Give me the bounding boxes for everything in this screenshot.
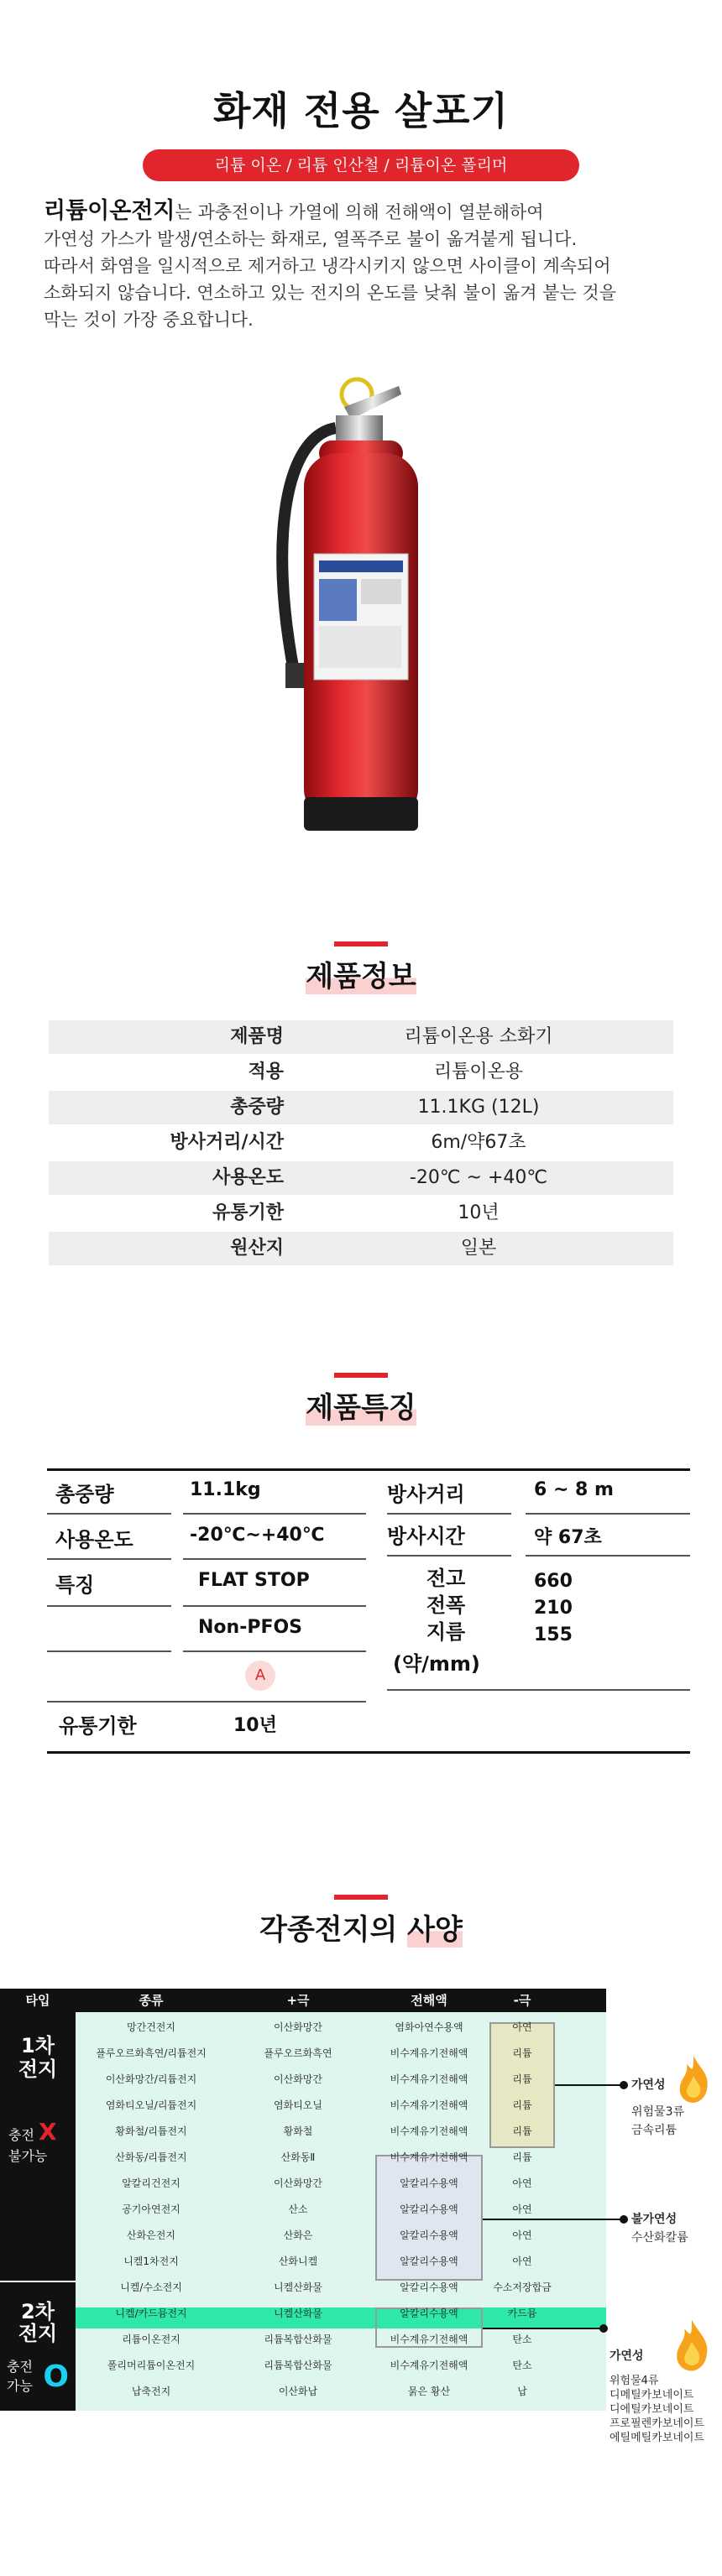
intro-text: [44, 198, 690, 333]
divider: [183, 1513, 366, 1515]
info-key: 원산지: [230, 1238, 284, 1259]
fire-icon: [675, 2054, 712, 2104]
battery-cell: 묽은 황산: [407, 2386, 451, 2397]
range-value: 6 ~ 8 m: [534, 1479, 614, 1500]
divider: [387, 1555, 511, 1557]
battery-cell: 납축전지: [131, 2386, 171, 2397]
info-value: 일본: [460, 1238, 497, 1259]
battery-cell: 황화철: [283, 2125, 313, 2137]
battery-cell: 니켈산화물: [274, 2307, 322, 2319]
time-label: 방사시간: [387, 1525, 465, 1548]
battery-cell: 알칼리수용액: [400, 2177, 458, 2189]
battery-cell: 비수계유기전해액: [390, 2099, 468, 2111]
secondary-charge-status: 가능: [7, 2378, 33, 2394]
battery-cell: 아연: [512, 2021, 532, 2033]
note2-a: 수산화칼륨: [631, 2231, 688, 2245]
page-title: 화재 전용 살포기: [212, 88, 510, 133]
intro-line-3: 따라서 화염을 일시적으로 제거하고 냉각시키지 않으면 사이클이 계속되어: [44, 256, 611, 276]
section-accent-bar: [334, 1373, 388, 1378]
dim-diameter-label: 지름: [426, 1620, 466, 1644]
battery-cell: 이산화망간: [274, 2073, 322, 2085]
secondary-battery-cell: [0, 2282, 76, 2411]
divider: [526, 1555, 690, 1557]
features-table: [47, 1468, 690, 1754]
battery-cell: 산화은전지: [127, 2229, 175, 2241]
info-value: 11.1KG (12L): [417, 1097, 540, 1118]
temp-label: 사용온도: [55, 1528, 133, 1551]
battery-cell: 알칼리수용액: [400, 2229, 458, 2241]
battery-cell: 알칼리수용액: [400, 2255, 458, 2267]
dimension-values: [534, 1568, 573, 1649]
battery-cell: 리튬: [512, 2151, 532, 2163]
note3-b: 디메틸카보네이트: [610, 2389, 694, 2401]
weight-value: 11.1kg: [190, 1479, 261, 1500]
note3-d: 프로필렌카보네이트: [610, 2417, 705, 2430]
info-row: [49, 1126, 673, 1160]
battery-cell: 카드뮴: [507, 2307, 537, 2319]
expiry-label: 유통기한: [59, 1714, 137, 1738]
battery-cell: 비수계유기전해액: [390, 2151, 468, 2163]
secondary-label-1: 2차: [21, 2300, 55, 2323]
battery-cell: 니켈1차전지: [123, 2255, 179, 2267]
dim-width-label: 전폭: [426, 1593, 466, 1617]
intro-line-4: 소화되지 않습니다. 연소하고 있는 전지의 온도를 낮춰 불이 옮겨 붙는 것을: [44, 283, 617, 303]
info-value: 6m/약67초: [431, 1132, 526, 1153]
note3-title: 가연성: [610, 2349, 644, 2363]
divider: [387, 1513, 511, 1515]
divider: [183, 1558, 366, 1560]
battery-cell: 리튬복합산화물: [264, 2360, 332, 2371]
divider: [183, 1650, 366, 1652]
primary-charge-status: 불가능: [8, 2148, 48, 2164]
section-accent-bar: [334, 1895, 388, 1900]
info-key: 방사거리/시간: [170, 1132, 284, 1153]
battery-cell: 아연: [512, 2255, 532, 2267]
divider: [47, 1650, 171, 1652]
charge-not-allowed-icon: X: [39, 2118, 57, 2146]
battery-cell: 염화티오닐: [274, 2099, 322, 2111]
battery-cell: 이산화망간: [274, 2021, 322, 2033]
battery-cell: 리튬: [512, 2047, 532, 2059]
info-row: [49, 1020, 673, 1054]
battery-table-header: [0, 1989, 606, 2012]
charge-allowed-icon: O: [43, 2360, 69, 2394]
divider: [47, 1701, 366, 1703]
note2-title: 불가연성: [631, 2213, 678, 2226]
primary-label-1: 1차: [21, 2034, 55, 2057]
battery-cell: 망간건전지: [127, 2021, 175, 2033]
battery-cell: 알칼리건전지: [122, 2177, 180, 2189]
battery-cell: 리튬복합산화물: [264, 2334, 332, 2345]
dim-height-label: 전고: [426, 1567, 466, 1590]
divider: [387, 1689, 690, 1691]
info-key: 총중량: [230, 1097, 284, 1118]
dim-width-value: 210: [534, 1598, 573, 1619]
info-row: [49, 1056, 673, 1089]
section-accent-bar: [334, 941, 388, 946]
battery-cell: 수소저장합금: [493, 2281, 552, 2293]
info-value: -20℃ ~ +40℃: [409, 1167, 548, 1188]
battery-cell: 폴리머리튬이온전지: [107, 2360, 196, 2371]
battery-cell: 비수계유기전해액: [390, 2334, 468, 2345]
info-row: [49, 1197, 673, 1230]
battery-cell: 이산화망간/리튬전지: [105, 2073, 197, 2085]
battery-cell: 리튬: [512, 2073, 532, 2085]
intro-lead: 리튬이온전지: [44, 198, 175, 224]
battery-cell: 공기아연전지: [122, 2203, 180, 2215]
info-key: 유통기한: [212, 1202, 284, 1223]
product-info-table: [49, 1020, 673, 1267]
battery-cell: 비수계유기전해액: [390, 2125, 468, 2137]
expiry-value: 10년: [233, 1715, 277, 1736]
note-connector: [483, 2219, 622, 2220]
divider: [47, 1558, 171, 1560]
feature-non-pfos: Non-PFOS: [198, 1617, 303, 1638]
info-value: 10년: [458, 1202, 500, 1223]
note-connector: [555, 2084, 622, 2086]
note1-b: 금속리튬: [631, 2124, 678, 2137]
info-value: 리튬이온용: [433, 1061, 524, 1082]
intro-line-5: 막는 것이 가장 중요합니다.: [44, 310, 254, 330]
features-title: 제품특징: [0, 1384, 722, 1426]
battery-spec-title: 각종전지의 사양: [0, 1906, 722, 1948]
battery-cell: 이산화납: [278, 2386, 318, 2397]
note3-e: 에틸메틸카보네이트: [610, 2432, 705, 2444]
weight-label: 총중량: [55, 1483, 114, 1506]
divider: [47, 1513, 171, 1515]
info-key: 사용온도: [212, 1167, 284, 1188]
info-key: 적용: [248, 1061, 284, 1082]
battery-header-cell: -극: [513, 1993, 531, 2008]
intro-line-1: 는 과충전이나 가열에 의해 전해액이 열분해하여: [175, 202, 544, 222]
battery-header-cell: +극: [286, 1993, 310, 2008]
battery-header-cell: 타입: [25, 1993, 50, 2008]
battery-cell: 산화니켈: [278, 2255, 318, 2267]
battery-cell: 니켈/카드뮴전지: [115, 2307, 187, 2319]
battery-cell: 아연: [512, 2229, 532, 2241]
intro-line-2: 가연성 가스가 발생/연소하는 화재로, 열폭주로 불이 옮겨붙게 됩니다.: [44, 229, 578, 249]
note-dot: [599, 2324, 608, 2333]
battery-cell: 산소: [288, 2203, 308, 2215]
fire-extinguisher-image: [252, 369, 470, 856]
battery-cell: 니켈산화물: [274, 2281, 322, 2293]
primary-battery-cell: [0, 2012, 76, 2281]
battery-header-cell: 종류: [139, 1993, 164, 2008]
battery-cell: 비수계유기전해액: [390, 2073, 468, 2085]
info-row: [49, 1232, 673, 1265]
secondary-charge-label: 충전: [7, 2359, 33, 2375]
divider: [183, 1605, 366, 1607]
info-row: [49, 1091, 673, 1124]
info-key: 제품명: [230, 1026, 284, 1047]
battery-cell: 이산화망간: [274, 2177, 322, 2189]
feature-flat-stop: FLAT STOP: [198, 1570, 310, 1591]
fire-icon: [672, 2316, 712, 2375]
info-value: 리튬이온용 소화기: [404, 1026, 553, 1047]
battery-cell: 납: [517, 2386, 527, 2397]
battery-cell: 황화철/리튬전지: [115, 2125, 187, 2137]
battery-cell: 알칼리수용액: [400, 2307, 458, 2319]
temp-value: -20℃~+40℃: [190, 1525, 325, 1546]
battery-cell: 산화동Ⅱ: [280, 2151, 316, 2163]
divider: [47, 1605, 171, 1607]
divider: [47, 1751, 690, 1754]
battery-cell: 알칼리수용액: [400, 2281, 458, 2293]
battery-header-cell: 전해액: [411, 1993, 447, 2008]
battery-cell: 플루오르화흑연/리튬전지: [96, 2047, 207, 2059]
feature-label: 특징: [55, 1573, 95, 1597]
note-dot: [620, 2081, 628, 2089]
nonflammable-note: [631, 2210, 688, 2247]
battery-cell: 리튬이온전지: [122, 2334, 180, 2345]
battery-type-pill: 리튬 이온 / 리튬 인산철 / 리튬이온 폴리머: [143, 149, 579, 181]
battery-cell: 알칼리수용액: [400, 2203, 458, 2215]
info-row: [49, 1161, 673, 1195]
battery-cell: 리튬: [512, 2099, 532, 2111]
battery-cell: 비수계유기전해액: [390, 2047, 468, 2059]
battery-cell: 염화아연수용액: [395, 2021, 463, 2033]
secondary-label-2: 전지: [18, 2322, 58, 2345]
battery-cell: 니켈/수소전지: [120, 2281, 182, 2293]
note-connector: [483, 2328, 602, 2329]
battery-cell: 산화은: [283, 2229, 313, 2241]
certification-mark-icon: A: [245, 1661, 275, 1691]
battery-cell: 염화티오닐/리튬전지: [105, 2099, 197, 2111]
dimension-labels: [408, 1565, 484, 1645]
battery-cell: 산화동/리튬전지: [115, 2151, 187, 2163]
battery-cell: 플루오르화흑연: [264, 2047, 332, 2059]
battery-cell: 비수계유기전해액: [390, 2360, 468, 2371]
note3-a: 위험물4류: [610, 2375, 659, 2387]
primary-label-2: 전지: [18, 2057, 58, 2081]
battery-cell: 아연: [512, 2203, 532, 2215]
battery-cell: 리튬: [512, 2125, 532, 2137]
dim-unit: (약/mm): [393, 1652, 480, 1676]
dim-diameter-value: 155: [534, 1624, 573, 1645]
note3-c: 디에틸카보네이트: [610, 2403, 694, 2416]
primary-charge-label: 충전: [8, 2127, 34, 2143]
dim-height-value: 660: [534, 1571, 573, 1592]
battery-cell: 아연: [512, 2177, 532, 2189]
divider: [526, 1513, 690, 1515]
note1-title: 가연성: [631, 2078, 666, 2092]
battery-cell: 탄소: [512, 2334, 532, 2345]
product-info-title: 제품정보: [0, 953, 722, 994]
battery-cell: 탄소: [512, 2360, 532, 2371]
time-value: 약 67초: [534, 1527, 602, 1548]
note1-a: 위험물3류: [631, 2105, 685, 2119]
note-dot: [620, 2215, 628, 2224]
range-label: 방사거리: [387, 1483, 465, 1506]
